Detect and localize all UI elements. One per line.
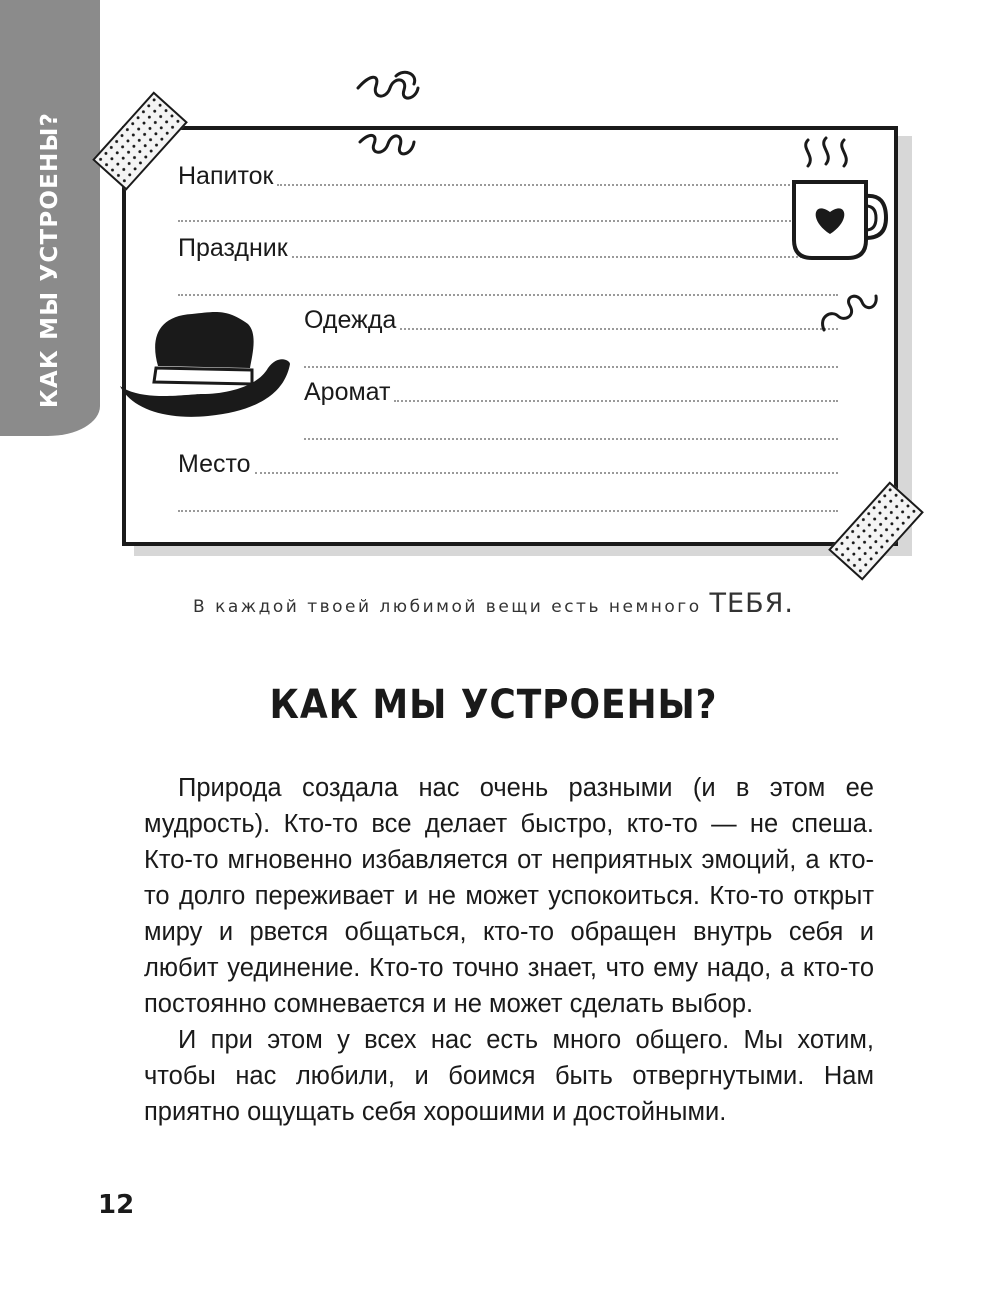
answer-line[interactable] (400, 328, 838, 330)
section-tab (0, 0, 100, 436)
answer-line[interactable] (178, 510, 838, 512)
paragraph: Природа создала нас очень разными (и в этом ее мудрость). Кто-то все делает быстро, кто-то — не спеша. Кто-то мгновенно избавляется от неприятных эмоций, а кто-то долго переживает и не может успокоиться. Кто-то открыт миру и рвется общаться, кто-то обращен внутрь себя и любит уединение. Кто-то точно знает, что ему надо, а кто-то постоянно сомневается и не может сделать выбор. (144, 774, 874, 1018)
answer-line[interactable] (277, 184, 838, 186)
answer-line[interactable] (255, 472, 838, 474)
field-drink (178, 150, 838, 190)
field-scent (304, 366, 838, 406)
hat-icon (118, 306, 294, 424)
paragraph: И при этом у всех нас есть много общего. Мы хотим, чтобы нас любили, и боимся быть отвергнутыми. Нам приятно ощущать себя хорошими и достойными. (144, 1026, 874, 1126)
squiggle-icon (816, 286, 886, 336)
answer-line[interactable] (292, 256, 838, 258)
answer-line[interactable] (394, 400, 838, 402)
section-title: КАК МЫ УСТРОЕНЫ? (269, 682, 718, 728)
section-tab-label: КАК МЫ УСТРОЕНЫ? (37, 111, 63, 409)
field-holiday (178, 222, 838, 262)
quote-text: В каждой твоей любимой вещи есть немного (193, 597, 702, 617)
handwritten-quote (0, 588, 987, 619)
body-text (144, 770, 874, 1130)
field-label: Одежда (304, 306, 397, 334)
page-number: 12 (98, 1190, 135, 1220)
field-place (178, 438, 838, 478)
field-label: Праздник (178, 234, 288, 262)
field-clothing (304, 294, 838, 334)
coffee-cup-icon (786, 134, 890, 264)
quote-emphasis: ТЕБЯ. (709, 588, 794, 619)
field-label: Аромат (304, 378, 391, 406)
field-label: Напиток (178, 162, 274, 190)
field-label: Место (178, 450, 251, 478)
squiggle-icon (356, 70, 446, 165)
